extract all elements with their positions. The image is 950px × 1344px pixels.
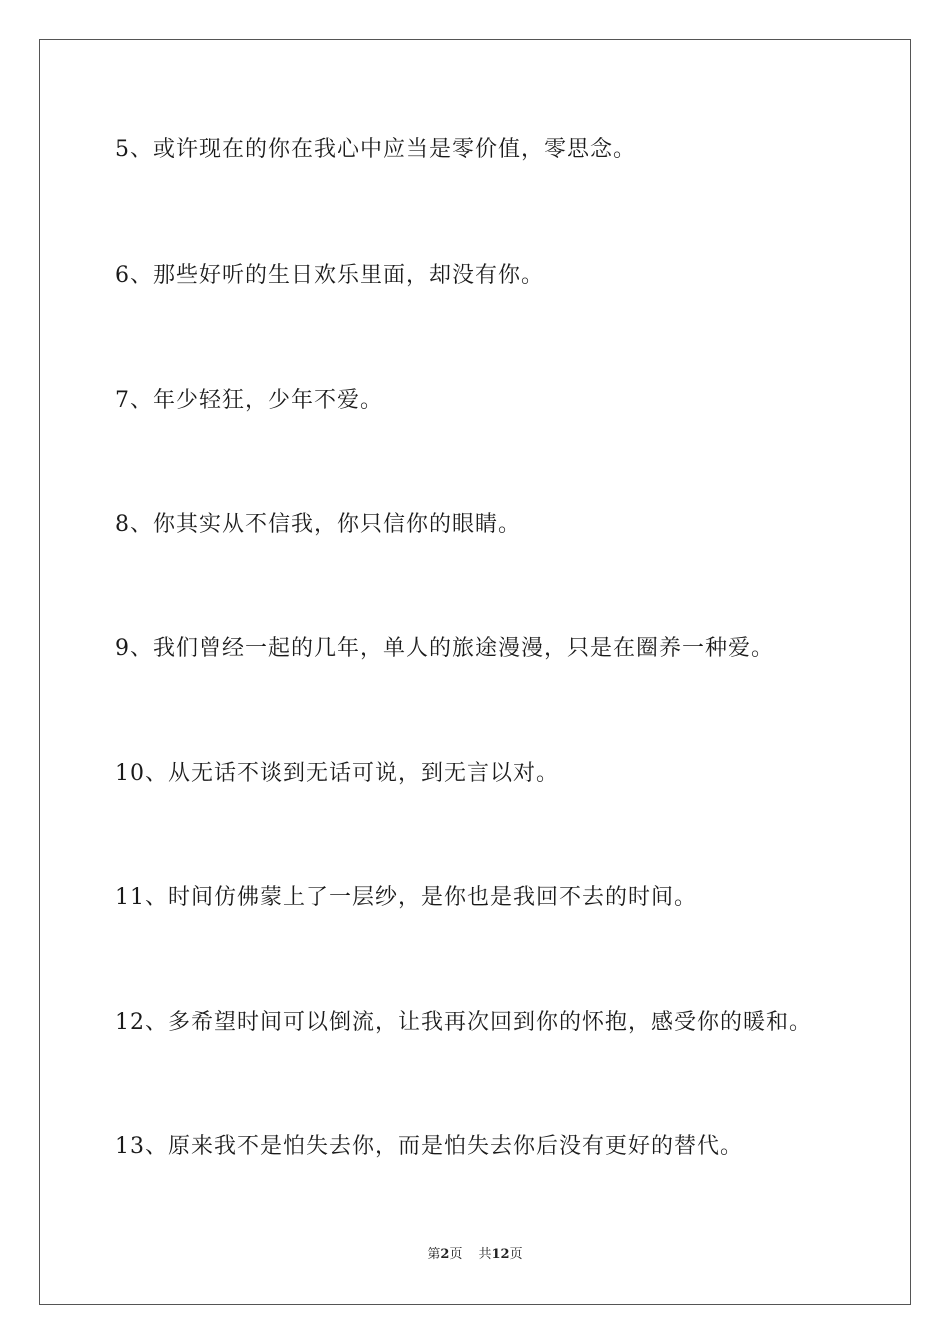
page-footer <box>0 1246 950 1264</box>
list-item: 6、那些好听的生日欢乐里面，却没有你。 <box>115 263 544 288</box>
list-item: 11、时间仿佛蒙上了一层纱，是你也是我回不去的时间。 <box>115 885 697 910</box>
total-prefix: 共 <box>478 1247 492 1262</box>
page-frame <box>39 39 911 1305</box>
total-page-number: 12 <box>491 1247 510 1262</box>
list-item: 12、多希望时间可以倒流，让我再次回到你的怀抱，感受你的暖和。 <box>115 1010 812 1035</box>
list-item: 8、你其实从不信我，你只信你的眼睛。 <box>115 512 521 537</box>
current-page-number: 2 <box>440 1247 450 1262</box>
page-prefix: 第 <box>427 1247 441 1262</box>
list-item: 7、年少轻狂，少年不爱。 <box>115 388 383 413</box>
list-item: 5、或许现在的你在我心中应当是零价值，零思念。 <box>115 137 636 162</box>
list-item: 13、原来我不是怕失去你，而是怕失去你后没有更好的替代。 <box>115 1134 743 1159</box>
list-item: 9、我们曾经一起的几年，单人的旅途漫漫，只是在圈养一种爱。 <box>115 636 774 661</box>
page-suffix: 页 <box>449 1247 463 1262</box>
list-item: 10、从无话不谈到无话可说，到无言以对。 <box>115 761 559 786</box>
total-suffix: 页 <box>509 1247 523 1262</box>
